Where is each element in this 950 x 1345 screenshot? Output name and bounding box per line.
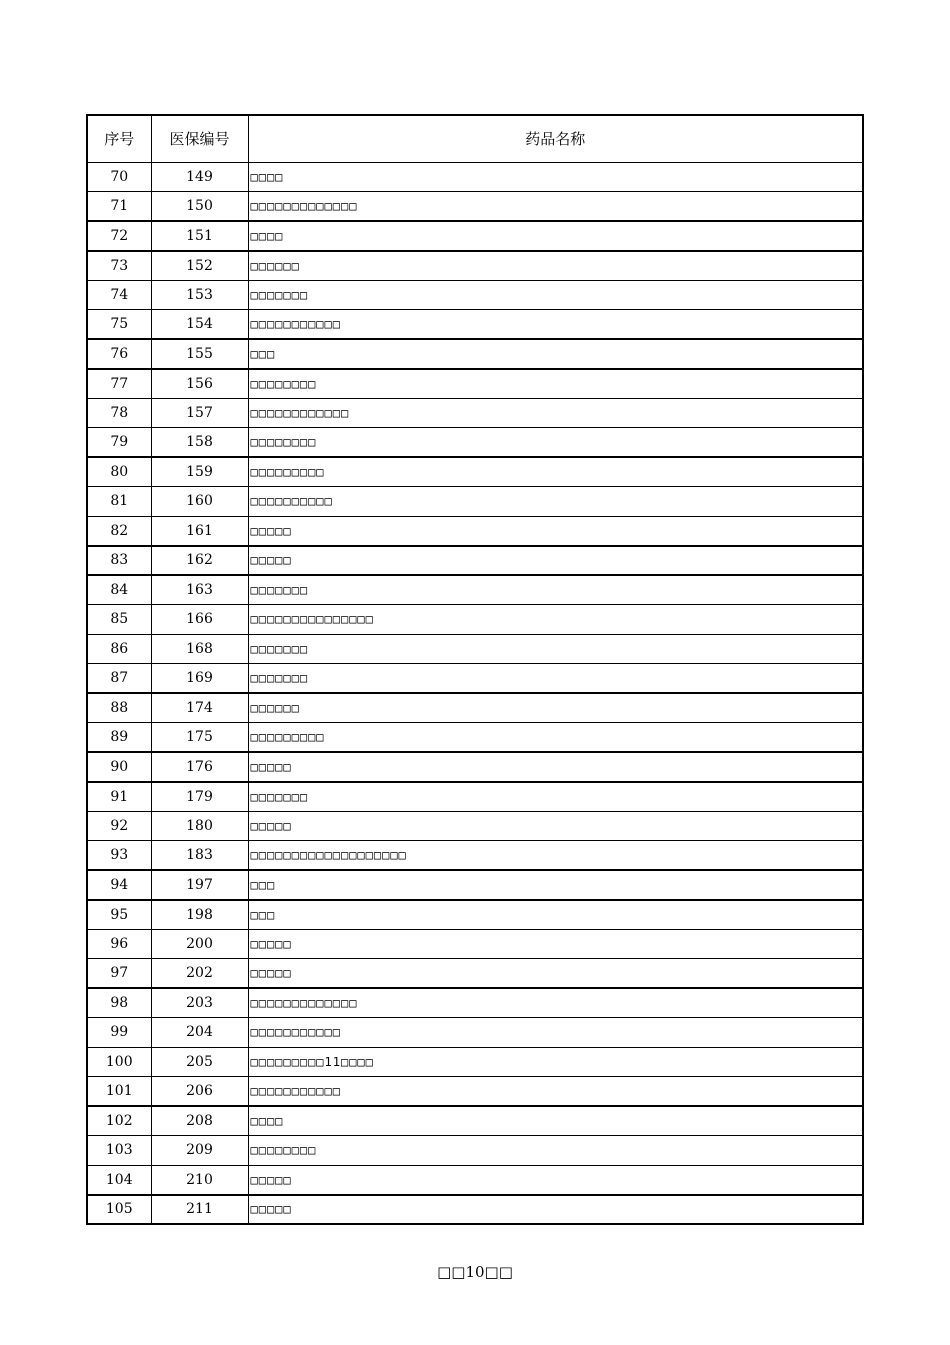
insurance-code-cell: 168 <box>151 634 248 664</box>
insurance-code-cell: 152 <box>151 251 248 281</box>
table-row <box>87 457 863 487</box>
seq-cell: 73 <box>87 251 151 281</box>
seq-cell: 105 <box>87 1195 151 1225</box>
drug-list-table-container <box>86 114 862 1225</box>
table-row <box>87 339 863 369</box>
seq-cell: 82 <box>87 516 151 546</box>
seq-cell: 83 <box>87 546 151 576</box>
insurance-code-cell: 180 <box>151 811 248 841</box>
drug-name-cell: □□□□□□□ <box>248 664 863 694</box>
table-row <box>87 1136 863 1166</box>
insurance-code-cell: 197 <box>151 870 248 900</box>
table-row <box>87 1106 863 1136</box>
drug-name-cell: □□□□□ <box>248 546 863 576</box>
insurance-code-cell: 175 <box>151 723 248 753</box>
seq-cell: 95 <box>87 900 151 930</box>
drug-name-cell: □□□□□□□□ <box>248 428 863 458</box>
seq-cell: 88 <box>87 693 151 723</box>
table-row <box>87 369 863 399</box>
table-row <box>87 811 863 841</box>
insurance-code-cell: 161 <box>151 516 248 546</box>
insurance-code-cell: 166 <box>151 605 248 635</box>
insurance-code-cell: 176 <box>151 752 248 782</box>
table-row <box>87 1077 863 1107</box>
table-row <box>87 221 863 251</box>
drug-name-cell: □□□□□□□□□□□□ <box>248 398 863 428</box>
insurance-code-cell: 150 <box>151 192 248 222</box>
table-row <box>87 1018 863 1048</box>
drug-name-cell: □□□□□□□□□11□□□□ <box>248 1047 863 1077</box>
drug-name-cell: □□□ <box>248 870 863 900</box>
insurance-code-cell: 157 <box>151 398 248 428</box>
table-row <box>87 310 863 340</box>
seq-cell: 91 <box>87 782 151 812</box>
drug-name-cell: □□□□□□ <box>248 693 863 723</box>
drug-name-cell: □□□□□□□ <box>248 280 863 310</box>
insurance-code-cell: 200 <box>151 929 248 959</box>
table-row <box>87 634 863 664</box>
table-row <box>87 752 863 782</box>
table-row <box>87 929 863 959</box>
drug-name-cell: □□□□□□□□□□□ <box>248 310 863 340</box>
insurance-code-cell: 208 <box>151 1106 248 1136</box>
seq-cell: 101 <box>87 1077 151 1107</box>
insurance-code-cell: 159 <box>151 457 248 487</box>
table-row <box>87 398 863 428</box>
drug-name-cell: □□□ <box>248 900 863 930</box>
header-insurance-code: 医保编号 <box>151 115 248 162</box>
seq-cell: 100 <box>87 1047 151 1077</box>
seq-cell: 104 <box>87 1165 151 1195</box>
seq-cell: 79 <box>87 428 151 458</box>
drug-name-cell: □□□□□□□□□□□ <box>248 1018 863 1048</box>
table-row <box>87 959 863 989</box>
insurance-code-cell: 169 <box>151 664 248 694</box>
seq-cell: 72 <box>87 221 151 251</box>
drug-name-cell: □□□□□□□□ <box>248 369 863 399</box>
insurance-code-cell: 179 <box>151 782 248 812</box>
table-row <box>87 782 863 812</box>
table-row <box>87 1047 863 1077</box>
seq-cell: 75 <box>87 310 151 340</box>
drug-name-cell: □□□□ <box>248 221 863 251</box>
table-row <box>87 723 863 753</box>
table-row <box>87 605 863 635</box>
drug-name-cell: □□□□□□ <box>248 251 863 281</box>
seq-cell: 90 <box>87 752 151 782</box>
seq-cell: 71 <box>87 192 151 222</box>
insurance-code-cell: 163 <box>151 575 248 605</box>
table-row <box>87 1165 863 1195</box>
seq-cell: 85 <box>87 605 151 635</box>
table-body <box>87 162 863 1224</box>
drug-name-cell: □□□□□ <box>248 752 863 782</box>
drug-name-cell: □□□ <box>248 339 863 369</box>
drug-name-cell: □□□□□ <box>248 959 863 989</box>
drug-name-cell: □□□□□□□□□ <box>248 457 863 487</box>
table-row <box>87 841 863 871</box>
table-row <box>87 575 863 605</box>
insurance-code-cell: 204 <box>151 1018 248 1048</box>
table-row <box>87 664 863 694</box>
drug-list-table <box>86 114 864 1225</box>
table-row <box>87 280 863 310</box>
seq-cell: 97 <box>87 959 151 989</box>
header-drug-name: 药品名称 <box>248 115 863 162</box>
drug-name-cell: □□□□□ <box>248 811 863 841</box>
drug-name-cell: □□□□□□□□□□ <box>248 487 863 517</box>
drug-name-cell: □□□□□□□ <box>248 575 863 605</box>
seq-cell: 99 <box>87 1018 151 1048</box>
drug-name-cell: □□□□□□□□□□□□□ <box>248 192 863 222</box>
insurance-code-cell: 160 <box>151 487 248 517</box>
seq-cell: 92 <box>87 811 151 841</box>
insurance-code-cell: 149 <box>151 162 248 192</box>
table-row <box>87 693 863 723</box>
drug-name-cell: □□□□□ <box>248 1195 863 1225</box>
table-row <box>87 870 863 900</box>
table-row <box>87 428 863 458</box>
drug-name-cell: □□□□ <box>248 162 863 192</box>
drug-name-cell: □□□□□□□□□□□□□ <box>248 988 863 1018</box>
header-row <box>87 115 863 162</box>
seq-cell: 94 <box>87 870 151 900</box>
insurance-code-cell: 162 <box>151 546 248 576</box>
seq-cell: 74 <box>87 280 151 310</box>
table-row <box>87 516 863 546</box>
drug-name-cell: □□□□□□□□□□□ <box>248 1077 863 1107</box>
insurance-code-cell: 183 <box>151 841 248 871</box>
seq-cell: 70 <box>87 162 151 192</box>
drug-name-cell: □□□□□□□ <box>248 782 863 812</box>
table-header <box>87 115 863 162</box>
insurance-code-cell: 205 <box>151 1047 248 1077</box>
table-row <box>87 900 863 930</box>
seq-cell: 87 <box>87 664 151 694</box>
table-row <box>87 251 863 281</box>
insurance-code-cell: 156 <box>151 369 248 399</box>
table-row <box>87 487 863 517</box>
table-row <box>87 162 863 192</box>
seq-cell: 96 <box>87 929 151 959</box>
table-row <box>87 1195 863 1225</box>
seq-cell: 98 <box>87 988 151 1018</box>
seq-cell: 76 <box>87 339 151 369</box>
table-row <box>87 988 863 1018</box>
drug-name-cell: □□□□□ <box>248 1165 863 1195</box>
insurance-code-cell: 155 <box>151 339 248 369</box>
drug-name-cell: □□□□□□□□□□□□□□□□□□□ <box>248 841 863 871</box>
insurance-code-cell: 209 <box>151 1136 248 1166</box>
insurance-code-cell: 151 <box>151 221 248 251</box>
insurance-code-cell: 158 <box>151 428 248 458</box>
insurance-code-cell: 154 <box>151 310 248 340</box>
seq-cell: 84 <box>87 575 151 605</box>
seq-cell: 86 <box>87 634 151 664</box>
insurance-code-cell: 211 <box>151 1195 248 1225</box>
table-row <box>87 546 863 576</box>
drug-name-cell: □□□□□□□□□□□□□□□ <box>248 605 863 635</box>
insurance-code-cell: 174 <box>151 693 248 723</box>
header-seq: 序号 <box>87 115 151 162</box>
drug-name-cell: □□□□ <box>248 1106 863 1136</box>
seq-cell: 102 <box>87 1106 151 1136</box>
drug-name-cell: □□□□□□□□ <box>248 1136 863 1166</box>
table-row <box>87 192 863 222</box>
seq-cell: 93 <box>87 841 151 871</box>
seq-cell: 103 <box>87 1136 151 1166</box>
seq-cell: 78 <box>87 398 151 428</box>
drug-name-cell: □□□□□□□ <box>248 634 863 664</box>
insurance-code-cell: 198 <box>151 900 248 930</box>
page-number: □□10□□ <box>437 1263 513 1281</box>
seq-cell: 89 <box>87 723 151 753</box>
insurance-code-cell: 153 <box>151 280 248 310</box>
insurance-code-cell: 203 <box>151 988 248 1018</box>
drug-name-cell: □□□□□ <box>248 516 863 546</box>
seq-cell: 81 <box>87 487 151 517</box>
drug-name-cell: □□□□□ <box>248 929 863 959</box>
drug-name-cell: □□□□□□□□□ <box>248 723 863 753</box>
insurance-code-cell: 206 <box>151 1077 248 1107</box>
seq-cell: 77 <box>87 369 151 399</box>
insurance-code-cell: 202 <box>151 959 248 989</box>
insurance-code-cell: 210 <box>151 1165 248 1195</box>
seq-cell: 80 <box>87 457 151 487</box>
